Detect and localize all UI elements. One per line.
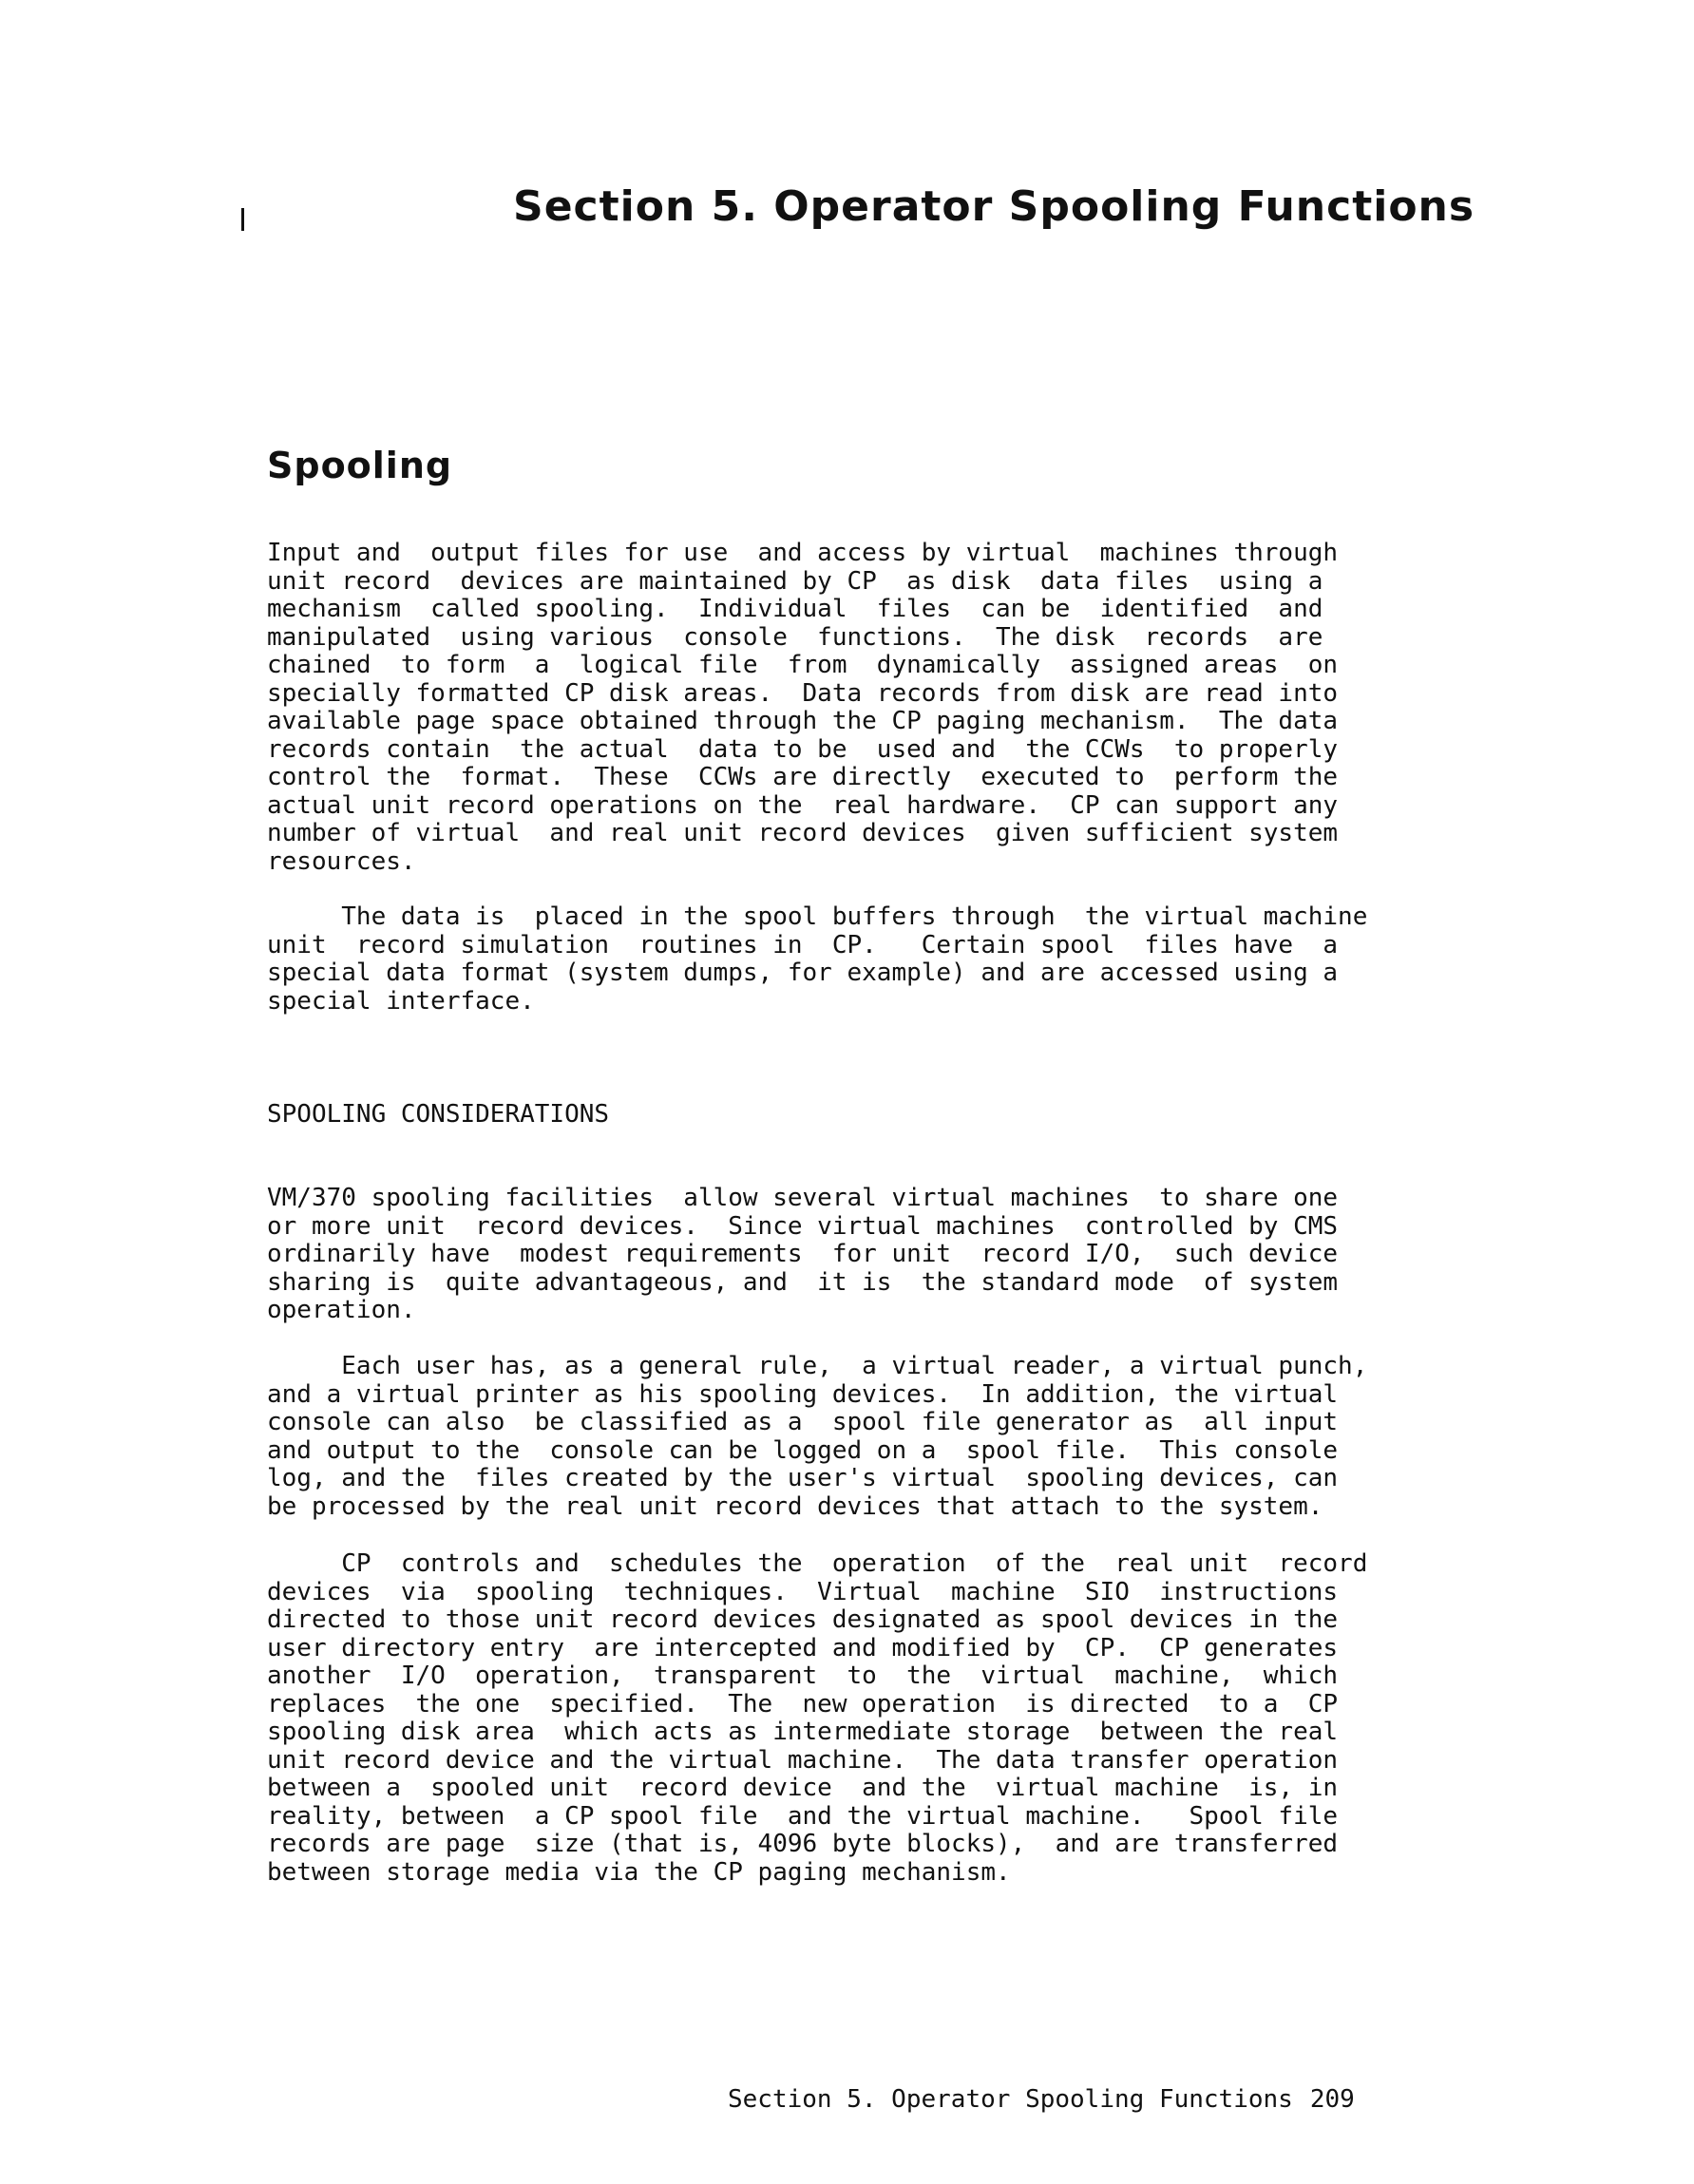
subheading-spooling-considerations: SPOOLING CONSIDERATIONS [267,1101,610,1129]
page-number: 209 [1309,2085,1355,2114]
heading-spooling: Spooling [267,445,453,486]
paragraph-cp-controls: CP controls and schedules the operation of the real unit record devices via spooling techniques. Virtual machine SIO instructions directed to those unit record devices designated as spool devices in the user directory entry are intercepted and modified by CP. CP generates another I/O operation, transparent to the virtual machine, which replaces the one specified. The new operation is directed to a CP spooling disk area which acts as intermediate storage between the real unit record device and the virtual machine. The data transfer operation between a spooled unit record device and the virtual machine is, in reality, between a CP spool file and the virtual machine. Spool file records are page size (that is, 4096 byte blocks), and are transferred between storage media via the CP paging mechanism. [267,1550,1368,1887]
paragraph-intro: Input and output files for use and access by virtual machines through unit record devices are maintained by CP as disk data files using a mechanism called spooling. Individual files can be identified and manipulated using various console functions. The disk records are chained to form a logical file from dynamically assigned areas on specially formatted CP disk areas. Data records from disk are read into available page space obtained through the CP paging mechanism. The data records contain the actual data to be used and the CCWs to properly control the format. These CCWs are directly executed to perform the actual unit record operations on the real hardware. CP can support any number of virtual and real unit record devices given sufficient system resources. [267,540,1339,876]
paragraph-spooling-facilities: VM/370 spooling facilities allow several virtual machines to share one or more unit record devices. Since virtual machines controlled by CMS ordinarily have modest requirements for unit record I/O, such device sharing is quite advantageous, and it is the standard mode of system operation. [267,1185,1339,1324]
footer-section-label: Section 5. Operator Spooling Functions [728,2085,1293,2114]
revision-bar [241,208,244,231]
section-title: Section 5. Operator Spooling Functions [513,182,1475,231]
paragraph-user-devices: Each user has, as a general rule, a virtual reader, a virtual punch, and a virtual printer as his spooling devices. In addition, the virtual console can also be classified as a spool file generator as all input and output to the console can be logged on a spool file. This console log, and the files created by the user's virtual spooling devices, can be processed by the real unit record devices that attach to the system. [267,1353,1368,1521]
paragraph-spool-buffers: The data is placed in the spool buffers through the virtual machine unit record simulation routines in CP. Certain spool files have a special data format (system dumps, for example) and are accessed using a special interface. [267,903,1368,1016]
page-footer [728,2085,1355,2114]
